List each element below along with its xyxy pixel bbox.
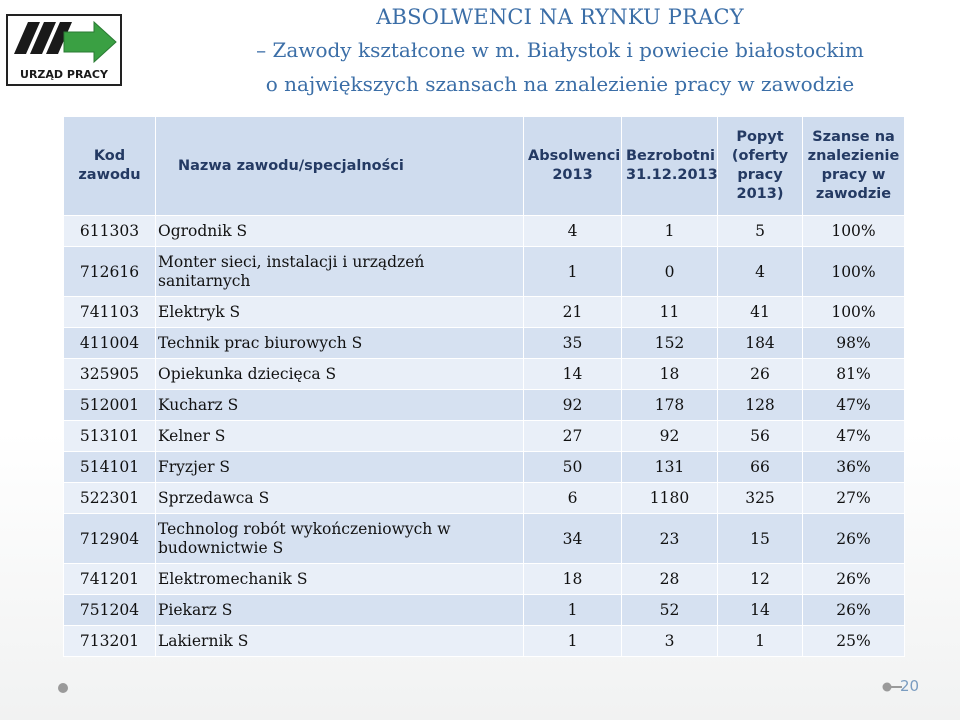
- cell-name: Elektromechanik S: [156, 564, 524, 595]
- cell-szanse: 81%: [803, 359, 905, 390]
- cell-code: 611303: [64, 216, 156, 247]
- cell-code: 713201: [64, 626, 156, 657]
- page-title: ABSOLWENCI NA RYNKU PRACY: [376, 5, 744, 29]
- cell-popyt: 4: [718, 247, 803, 297]
- table-row: [64, 216, 905, 247]
- cell-name: Opiekunka dziecięca S: [156, 359, 524, 390]
- cell-code: 325905: [64, 359, 156, 390]
- table-row: [64, 452, 905, 483]
- cell-name: Piekarz S: [156, 595, 524, 626]
- cell-code: 712904: [64, 514, 156, 564]
- cell-code: 522301: [64, 483, 156, 514]
- cell-bezrobotni: 178: [622, 390, 718, 421]
- cell-szanse: 26%: [803, 595, 905, 626]
- page-number: 20: [900, 677, 920, 695]
- cell-szanse: 100%: [803, 216, 905, 247]
- logo-text: URZĄD PRACY: [20, 68, 108, 81]
- page-marker-icon: [882, 681, 902, 693]
- cell-bezrobotni: 11: [622, 297, 718, 328]
- cell-absolwenci: 18: [524, 564, 622, 595]
- cell-bezrobotni: 28: [622, 564, 718, 595]
- cell-popyt: 41: [718, 297, 803, 328]
- cell-popyt: 128: [718, 390, 803, 421]
- cell-absolwenci: 34: [524, 514, 622, 564]
- header-nazwa: Nazwa zawodu/specjalności: [156, 117, 524, 216]
- cell-popyt: 56: [718, 421, 803, 452]
- header-popyt: Popyt (oferty pracy 2013): [718, 117, 803, 216]
- cell-absolwenci: 35: [524, 328, 622, 359]
- cell-code: 513101: [64, 421, 156, 452]
- cell-absolwenci: 92: [524, 390, 622, 421]
- header-bezrobotni: Bezrobotni 31.12.2013: [622, 117, 718, 216]
- cell-code: 751204: [64, 595, 156, 626]
- graduates-table: [63, 116, 905, 657]
- cell-szanse: 36%: [803, 452, 905, 483]
- page-subtitle-line1: – Zawody kształcone w m. Białystok i powiecie białostockim: [256, 38, 864, 62]
- cell-absolwenci: 1: [524, 247, 622, 297]
- cell-szanse: 100%: [803, 247, 905, 297]
- cell-szanse: 98%: [803, 328, 905, 359]
- cell-bezrobotni: 1180: [622, 483, 718, 514]
- cell-absolwenci: 21: [524, 297, 622, 328]
- cell-szanse: 26%: [803, 564, 905, 595]
- cell-bezrobotni: 131: [622, 452, 718, 483]
- cell-absolwenci: 4: [524, 216, 622, 247]
- cell-szanse: 47%: [803, 421, 905, 452]
- cell-name-text: Monter sieci, instalacji i urządzeń sanitarnych: [158, 252, 425, 290]
- cell-name: Sprzedawca S: [156, 483, 524, 514]
- cell-code: 512001: [64, 390, 156, 421]
- cell-szanse: 25%: [803, 626, 905, 657]
- cell-name: [156, 514, 524, 564]
- table-row: [64, 564, 905, 595]
- cell-bezrobotni: 18: [622, 359, 718, 390]
- cell-code: 712616: [64, 247, 156, 297]
- table-row: [64, 421, 905, 452]
- cell-szanse: 27%: [803, 483, 905, 514]
- header-kod: Kod zawodu: [64, 117, 156, 216]
- header-absolwenci: Absolwenci 2013: [524, 117, 622, 216]
- table-row: [64, 247, 905, 297]
- cell-absolwenci: 14: [524, 359, 622, 390]
- cell-code: 741103: [64, 297, 156, 328]
- cell-code: 741201: [64, 564, 156, 595]
- cell-absolwenci: 50: [524, 452, 622, 483]
- left-bullet-dot: [58, 683, 68, 693]
- cell-absolwenci: 1: [524, 626, 622, 657]
- cell-absolwenci: 6: [524, 483, 622, 514]
- table-row: [64, 483, 905, 514]
- cell-name: Ogrodnik S: [156, 216, 524, 247]
- cell-popyt: 325: [718, 483, 803, 514]
- cell-code: 514101: [64, 452, 156, 483]
- cell-popyt: 12: [718, 564, 803, 595]
- table-row: [64, 514, 905, 564]
- cell-bezrobotni: 152: [622, 328, 718, 359]
- cell-popyt: 66: [718, 452, 803, 483]
- cell-name: Kucharz S: [156, 390, 524, 421]
- cell-popyt: 5: [718, 216, 803, 247]
- cell-name: Kelner S: [156, 421, 524, 452]
- page-subtitle-line2: o największych szansach na znalezienie pracy w zawodzie: [265, 72, 855, 96]
- cell-name: [156, 247, 524, 297]
- cell-popyt: 15: [718, 514, 803, 564]
- table-row: [64, 359, 905, 390]
- cell-szanse: 100%: [803, 297, 905, 328]
- cell-absolwenci: 27: [524, 421, 622, 452]
- cell-name-text: Technolog robót wykończeniowych w budownictwie S: [158, 519, 451, 557]
- cell-bezrobotni: 1: [622, 216, 718, 247]
- table-header-row: [64, 117, 905, 216]
- cell-szanse: 26%: [803, 514, 905, 564]
- cell-bezrobotni: 0: [622, 247, 718, 297]
- table-row: [64, 626, 905, 657]
- cell-popyt: 1: [718, 626, 803, 657]
- cell-name: Fryzjer S: [156, 452, 524, 483]
- header-szanse: Szanse na znalezienie pracy w zawodzie: [803, 117, 905, 216]
- cell-bezrobotni: 92: [622, 421, 718, 452]
- cell-popyt: 26: [718, 359, 803, 390]
- cell-code: 411004: [64, 328, 156, 359]
- cell-popyt: 184: [718, 328, 803, 359]
- cell-bezrobotni: 23: [622, 514, 718, 564]
- cell-bezrobotni: 3: [622, 626, 718, 657]
- cell-name: Lakiernik S: [156, 626, 524, 657]
- table-row: [64, 595, 905, 626]
- urzad-pracy-logo: [6, 14, 122, 86]
- table-row: [64, 390, 905, 421]
- table-row: [64, 297, 905, 328]
- cell-bezrobotni: 52: [622, 595, 718, 626]
- cell-absolwenci: 1: [524, 595, 622, 626]
- cell-name: Technik prac biurowych S: [156, 328, 524, 359]
- cell-szanse: 47%: [803, 390, 905, 421]
- cell-popyt: 14: [718, 595, 803, 626]
- cell-name: Elektryk S: [156, 297, 524, 328]
- table-row: [64, 328, 905, 359]
